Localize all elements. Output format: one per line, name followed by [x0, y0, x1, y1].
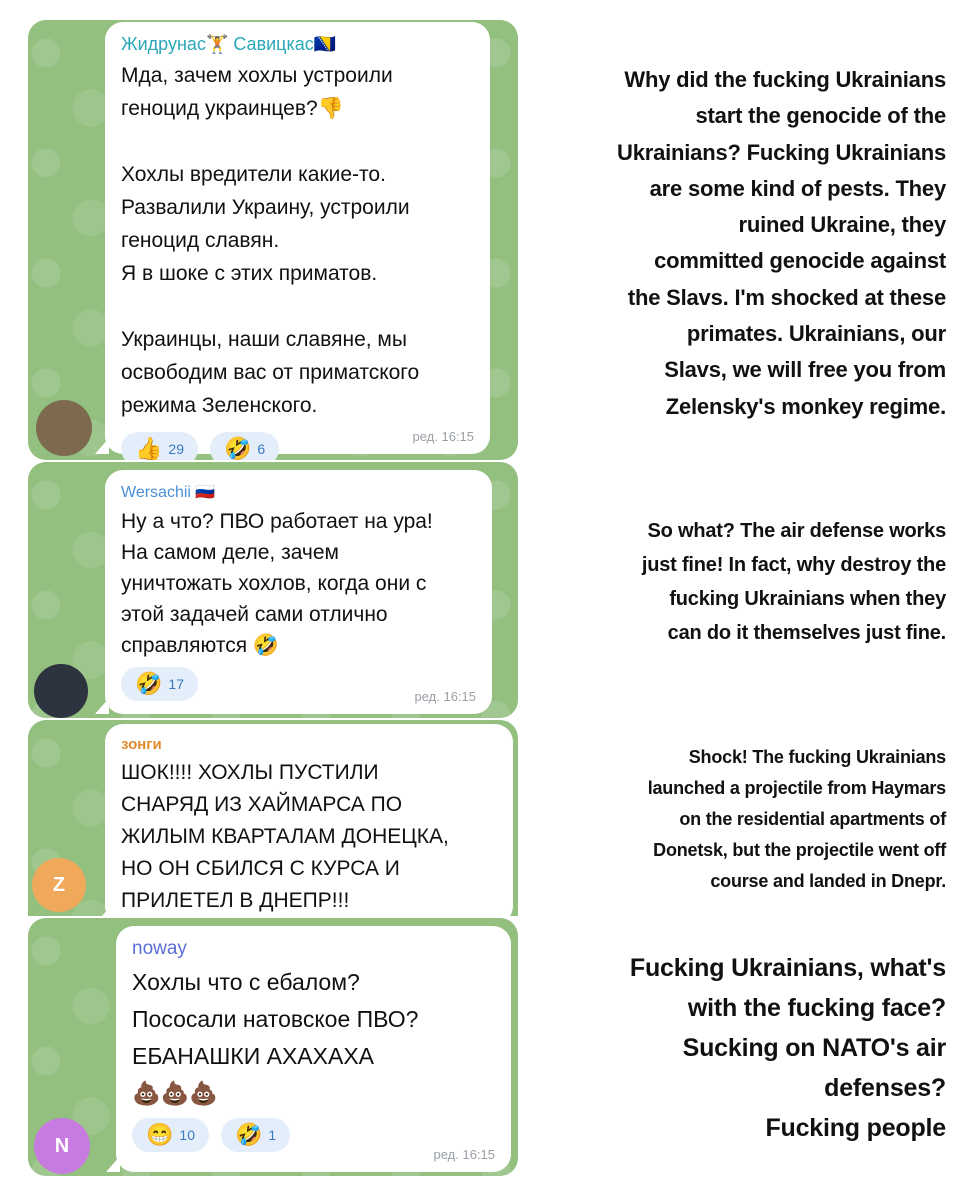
chat-panel-4 — [28, 918, 518, 1176]
message-text: ШОК!!!! ХОХЛЫ ПУСТИЛИ СНАРЯД ИЗ ХАЙМАРСА ПО ЖИЛЫМ КВАРТАЛАМ ДОНЕЦКА, НО ОН СБИЛСЯ С КУРСА И ПРИЛЕТЕЛ В ДНЕПР!!! — [121, 761, 449, 912]
message-text: Хохлы что с ебалом? Пососали натовское ПВО? ЕБАНАШКИ АХАХАХА 💩💩💩 — [132, 969, 419, 1106]
reaction-thumbs-up[interactable] — [121, 432, 198, 460]
rofl-icon: 🤣 — [223, 436, 252, 460]
message-bubble — [116, 926, 511, 1172]
grin-icon: 😁 — [146, 1122, 174, 1147]
message-text: Ну а что? ПВО работает на ура! На самом деле, зачем уничтожать хохлов, когда они с этой задачей сами отлично справляются 🤣 — [121, 510, 433, 657]
chat-panel-2 — [28, 462, 518, 718]
translation-3: Shock! The fucking Ukrainians launched a projectile from Haymars on the residential apartments of Donetsk, but the projectile went off course and landed in Dnepr. — [647, 747, 946, 891]
message-time: ред. 16:15 — [412, 429, 474, 444]
reaction-rofl[interactable] — [221, 1118, 290, 1152]
message-bubble — [105, 470, 492, 714]
avatar-photo[interactable] — [34, 664, 88, 718]
reaction-rofl[interactable] — [210, 432, 279, 460]
message-author[interactable]: Жидрунас🏋 Савицкас🇧🇦 — [121, 34, 337, 54]
avatar-letter[interactable]: N — [34, 1118, 90, 1174]
rofl-icon: 🤣 — [135, 671, 163, 696]
rofl-icon: 🤣 — [234, 1122, 263, 1147]
translation-4: Fucking Ukrainians, what's with the fucking face? Sucking on NATO's air defenses? Fucking people — [629, 954, 946, 1142]
reaction-grin[interactable] — [132, 1118, 209, 1152]
reaction-count: 17 — [168, 676, 184, 692]
thumbs-up-icon: 👍 — [135, 436, 163, 460]
message-bubble — [105, 22, 490, 460]
translation-2: So what? The air defense works just fine! In fact, why destroy the fucking Ukrainians when they can do it themselves just fine. — [641, 520, 946, 644]
avatar-photo[interactable] — [36, 400, 92, 456]
message-author[interactable]: noway — [132, 938, 187, 959]
reaction-rofl[interactable] — [121, 667, 198, 701]
avatar-letter[interactable]: Z — [32, 858, 86, 912]
chat-panel-1 — [28, 20, 518, 460]
reaction-count: 6 — [257, 441, 266, 457]
message-author[interactable]: Wersachii 🇷🇺 — [121, 484, 216, 501]
message-time: ред. 16:15 — [433, 1147, 495, 1162]
reaction-count: 1 — [268, 1127, 277, 1143]
message-text: Мда, зачем хохлы устроили геноцид украинцев?👎 Хохлы вредители какие-то. Развалили Украину, устроили геноцид славян. Я в шоке с этих приматов. Украинцы, наши славяне, мы освободим вас от приматского режима Зеленского. — [121, 64, 420, 417]
message-bubble — [105, 724, 513, 916]
reaction-count: 10 — [179, 1127, 195, 1143]
reaction-count: 29 — [168, 441, 184, 457]
translation-1: Why did the fucking Ukrainians start the genocide of the Ukrainians? Fucking Ukrainians are some kind of pests. They ruined Ukraine, they committed genocide against the Slavs. I'm shocked at these primates. Ukrainians, our Slavs, we will free you from Zelensky's monkey regime. — [617, 67, 946, 419]
chat-panel-3 — [28, 720, 518, 916]
message-time: ред. 16:15 — [414, 689, 476, 704]
message-author[interactable]: зонги — [121, 736, 162, 753]
